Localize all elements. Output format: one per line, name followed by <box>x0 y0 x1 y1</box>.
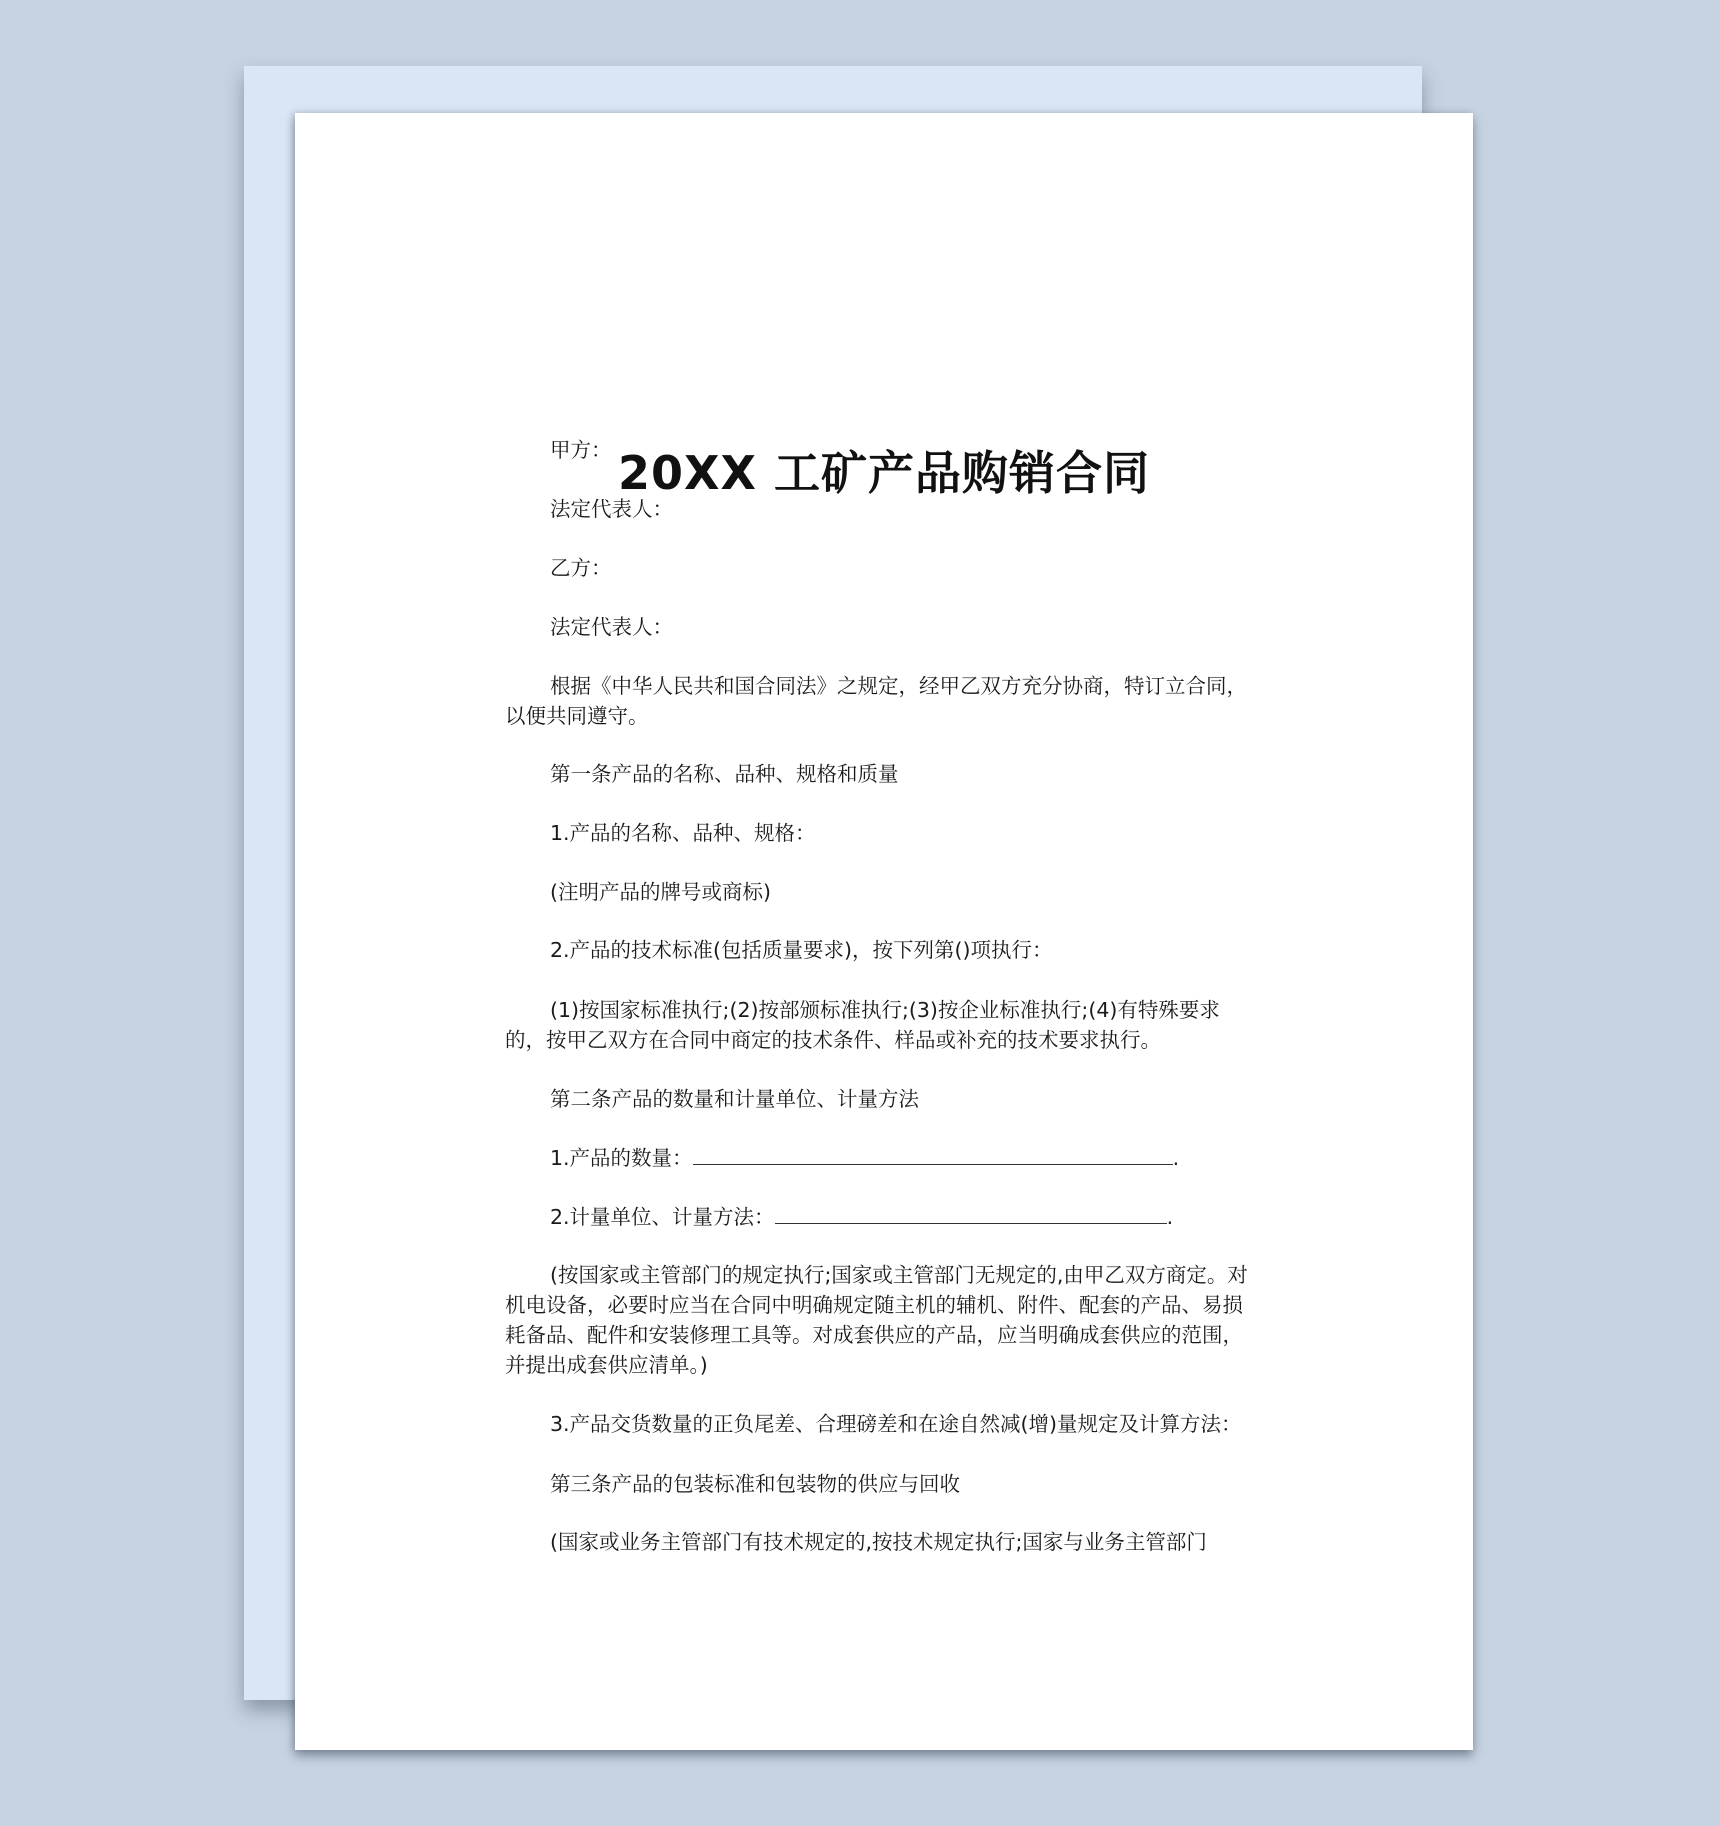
party-a-representative-label: 法定代表人： <box>550 497 673 521</box>
preamble-paragraph: 根据《中华人民共和国合同法》之规定，经甲乙双方充分协商，特订立合同，以便共同遵守。 <box>505 674 1247 728</box>
measurement-label: 2.计量单位、计量方法： <box>550 1205 775 1229</box>
blank-end-period: . <box>1166 1205 1174 1229</box>
measurement-blank-field[interactable] <box>775 1203 1167 1224</box>
article-3-note-paragraph: (国家或业务主管部门有技术规定的,按技术规定执行;国家与业务主管部门 <box>550 1530 1207 1554</box>
quantity-blank-field[interactable] <box>693 1144 1173 1165</box>
quantity-label: 1.产品的数量： <box>550 1146 693 1170</box>
blank-end-period: . <box>1172 1146 1180 1170</box>
party-a-label: 甲方： <box>550 438 612 462</box>
document-page <box>295 113 1473 1750</box>
article-2-note-paragraph: (按国家或主管部门的规定执行;国家或主管部门无规定的,由甲乙双方商定。对机电设备，必要时应当在合同中明确规定随主机的辅机、附件、配套的产品、易损耗备品、配件和安装修理工具等。对成套供应的产品，应当明确成套供应的范围，并提出成套供应清单。) <box>505 1263 1248 1377</box>
document-title: 20XX 工矿产品购销合同 <box>618 446 1150 500</box>
article-2-heading: 第二条产品的数量和计量单位、计量方法 <box>550 1087 919 1111</box>
article-3-heading: 第三条产品的包装标准和包装物的供应与回收 <box>550 1472 960 1496</box>
article-2-item-3: 3.产品交货数量的正负尾差、合理磅差和在途自然减(增)量规定及计算方法： <box>550 1412 1242 1436</box>
article-1-heading: 第一条产品的名称、品种、规格和质量 <box>550 762 899 786</box>
article-1-note: (注明产品的牌号或商标) <box>550 880 771 904</box>
party-b-label: 乙方： <box>550 556 612 580</box>
article-1-item-2: 2.产品的技术标准(包括质量要求)，按下列第()项执行： <box>550 938 1053 962</box>
article-2-item-1 <box>505 1143 1260 1173</box>
article-1-standards-options: (1)按国家标准执行;(2)按部颁标准执行;(3)按企业标准执行;(4)有特殊要求的，按甲乙双方在合同中商定的技术条件、样品或补充的技术要求执行。 <box>505 998 1220 1052</box>
article-1-item-1: 1.产品的名称、品种、规格： <box>550 821 816 845</box>
article-2-item-2 <box>505 1202 1260 1232</box>
party-b-representative-label: 法定代表人： <box>550 615 673 639</box>
